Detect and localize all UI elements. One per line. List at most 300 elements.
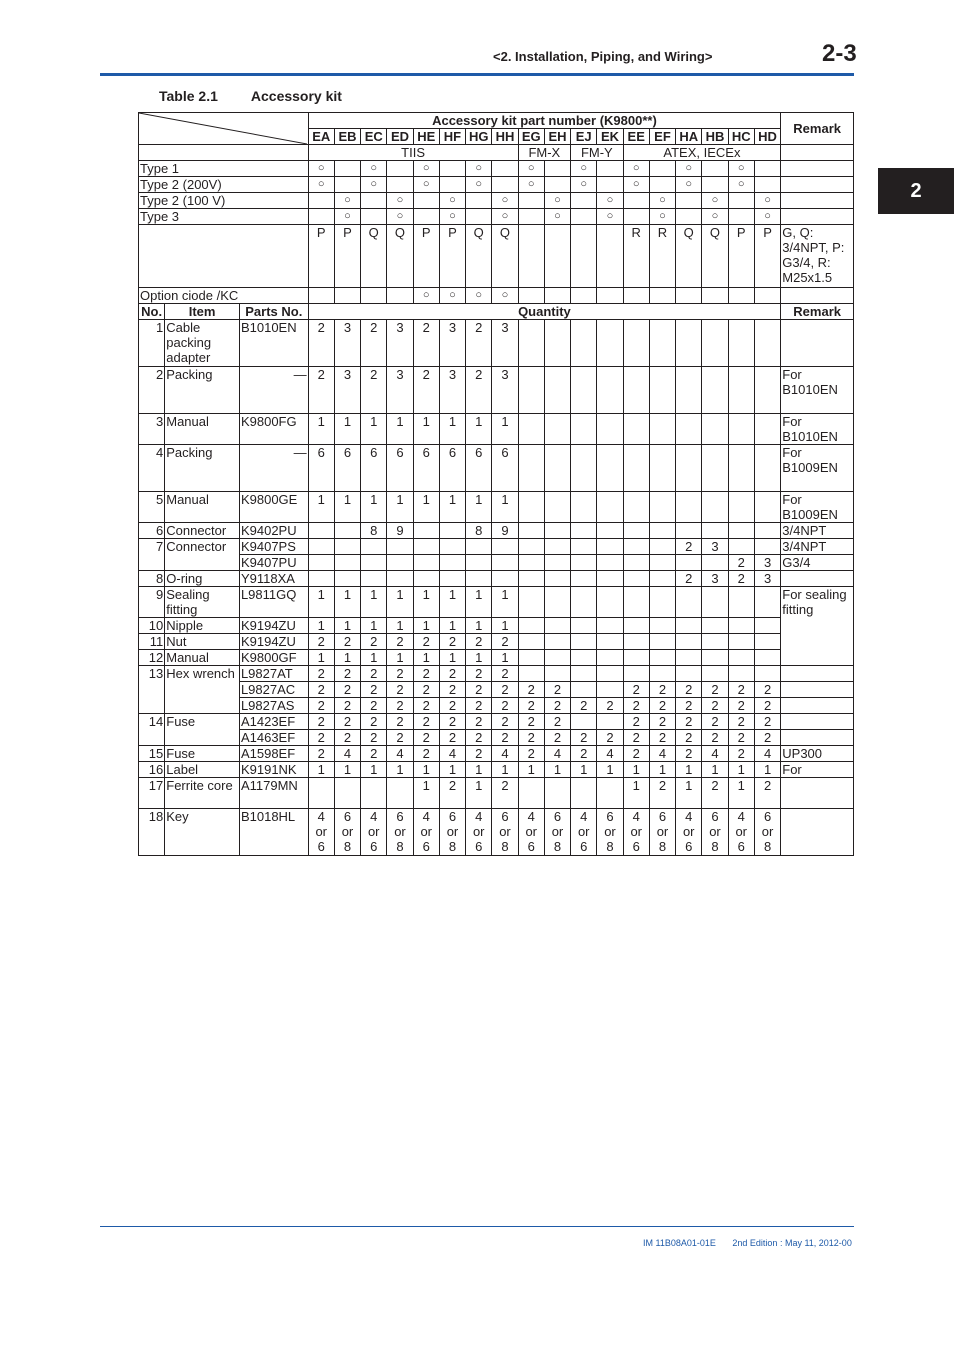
quantity-cell: 1	[439, 762, 465, 778]
type-mark	[361, 209, 387, 225]
quantity-cell: 1	[597, 762, 623, 778]
quantity-cell: 2	[439, 634, 465, 650]
quantity-cell: 2	[518, 730, 544, 746]
quantity-cell	[308, 555, 334, 571]
quantity-cell	[728, 650, 754, 666]
quantity-cell: 1	[387, 650, 413, 666]
quantity-cell	[649, 809, 675, 856]
quantity-cell	[702, 666, 728, 682]
type-mark: ○	[439, 193, 465, 209]
type-mark: ○	[518, 177, 544, 193]
quantity-cell: 2	[676, 746, 702, 762]
quantity-cell	[649, 367, 675, 414]
quantity-cell	[544, 778, 570, 809]
quantity-cell	[544, 414, 570, 445]
part-row	[139, 367, 854, 414]
code-ec: EC	[361, 129, 387, 145]
table-label: Table 2.1	[159, 88, 218, 104]
part-number: L9827AS	[239, 698, 308, 714]
quantity-cell: 1	[387, 762, 413, 778]
quantity-cell	[544, 539, 570, 555]
quantity-cell: 2	[413, 682, 439, 698]
option-mark: ○	[439, 288, 465, 304]
quantity-cell: 1	[413, 492, 439, 523]
type-mark: ○	[334, 209, 360, 225]
type-mark	[518, 209, 544, 225]
quantity-cell	[308, 539, 334, 555]
part-item: Fuse	[165, 746, 240, 762]
type-mark	[544, 177, 570, 193]
quantity-cell: 2	[361, 634, 387, 650]
quantity-cell: 2	[728, 714, 754, 730]
quantity-cell	[623, 414, 649, 445]
thread-mark: Q	[492, 225, 518, 288]
quantity-cell	[676, 618, 702, 634]
quantity-cell: 2	[492, 682, 518, 698]
quantity-cell	[649, 587, 675, 618]
quantity-cell	[702, 634, 728, 650]
quantity-cell	[754, 618, 780, 634]
quantity-cell: 2	[334, 634, 360, 650]
type-mark	[544, 161, 570, 177]
quantity-cell	[597, 809, 623, 856]
quantity-cell	[754, 320, 780, 367]
code-hc: HC	[728, 129, 754, 145]
type-mark	[413, 209, 439, 225]
quantity-cell	[544, 523, 570, 539]
quantity-cell	[544, 618, 570, 634]
quantity-cell: 2	[492, 730, 518, 746]
option-row	[139, 288, 854, 304]
chapter-tab[interactable]: 2	[878, 168, 954, 214]
quantity-cell	[334, 778, 360, 809]
quantity-cell	[361, 555, 387, 571]
part-row	[139, 746, 854, 762]
part-remark: For B1009EN	[781, 445, 854, 492]
quantity-cell	[571, 445, 597, 492]
quantity-cell: 2	[676, 682, 702, 698]
part-no: 16	[139, 762, 165, 778]
part-row	[139, 555, 854, 571]
part-row	[139, 571, 854, 587]
part-no: 15	[139, 746, 165, 762]
quantity-cell: 1	[439, 587, 465, 618]
part-number: B1018HL	[239, 809, 308, 856]
quantity-cell: 2	[544, 730, 570, 746]
quantity-cell: 2	[387, 714, 413, 730]
quantity-cell: 1	[466, 414, 492, 445]
quantity-value: 6 or 8	[341, 809, 354, 854]
quantity-cell	[754, 414, 780, 445]
quantity-cell: 4	[439, 746, 465, 762]
quantity-cell	[571, 714, 597, 730]
quantity-cell: 2	[466, 714, 492, 730]
quantity-value: 6 or 8	[761, 809, 774, 854]
part-remark	[781, 809, 854, 856]
quantity-cell	[492, 809, 518, 856]
part-number: K9194ZU	[239, 618, 308, 634]
quantity-cell	[649, 414, 675, 445]
type-mark	[308, 193, 334, 209]
part-row	[139, 762, 854, 778]
part-no: 18	[139, 809, 165, 856]
quantity-cell	[728, 618, 754, 634]
part-no: 13	[139, 666, 165, 714]
quantity-cell: 9	[387, 523, 413, 539]
part-remark	[781, 682, 854, 698]
quantity-cell	[728, 445, 754, 492]
quantity-cell	[702, 809, 728, 856]
quantity-cell: 1	[308, 414, 334, 445]
quantity-cell	[544, 367, 570, 414]
quantity-cell	[571, 539, 597, 555]
part-item: Sealing fitting	[165, 587, 240, 618]
part-no: 2	[139, 367, 165, 414]
quantity-value: 6 or 8	[394, 809, 406, 854]
type-mark	[597, 161, 623, 177]
quantity-cell	[676, 634, 702, 650]
type-mark	[387, 177, 413, 193]
quantity-cell	[754, 492, 780, 523]
quantity-cell	[361, 539, 387, 555]
type-remark	[781, 177, 854, 193]
part-row	[139, 445, 854, 492]
quantity-cell	[413, 555, 439, 571]
part-item: Hex wrench	[165, 666, 240, 714]
part-no: 6	[139, 523, 165, 539]
quantity-cell: 3	[439, 367, 465, 414]
quantity-cell	[728, 414, 754, 445]
quantity-cell	[518, 320, 544, 367]
quantity-cell: 1	[439, 650, 465, 666]
quantity-cell: 2	[334, 698, 360, 714]
part-remark	[781, 666, 854, 682]
code-hf: HF	[439, 129, 465, 145]
quantity-cell: 2	[702, 778, 728, 809]
quantity-cell	[334, 809, 360, 856]
quantity-cell: 1	[676, 778, 702, 809]
quantity-cell	[413, 809, 439, 856]
part-item: Connector	[165, 523, 240, 539]
quantity-cell: 1	[492, 618, 518, 634]
part-number: —	[239, 367, 308, 414]
option-mark	[571, 288, 597, 304]
part-remark: G3/4	[781, 555, 854, 571]
quantity-cell	[518, 618, 544, 634]
quantity-cell	[597, 587, 623, 618]
quantity-value: 6 or 8	[656, 809, 669, 854]
quantity-cell: 2	[413, 634, 439, 650]
quantity-cell: 2	[308, 666, 334, 682]
quantity-cell: 2	[597, 698, 623, 714]
quantity-cell: 2	[466, 682, 492, 698]
part-row	[139, 650, 854, 666]
type-mark: ○	[649, 209, 675, 225]
quantity-cell: 1	[728, 762, 754, 778]
part-item: Ferrite core	[165, 778, 240, 809]
quantity-cell	[676, 650, 702, 666]
group-atex-iecex: ATEX, IECEx	[623, 145, 781, 161]
quantity-cell	[544, 634, 570, 650]
type-mark	[597, 177, 623, 193]
option-mark: ○	[413, 288, 439, 304]
quantity-cell: 2	[387, 730, 413, 746]
group-row-label	[139, 145, 309, 161]
type-mark	[649, 161, 675, 177]
type-row	[139, 177, 854, 193]
part-item: Key	[165, 809, 240, 856]
part-row	[139, 778, 854, 809]
option-mark	[518, 288, 544, 304]
part-row	[139, 730, 854, 746]
type-mark: ○	[676, 177, 702, 193]
quantity-cell	[518, 587, 544, 618]
quantity-cell	[387, 555, 413, 571]
type-mark: ○	[676, 161, 702, 177]
quantity-cell	[676, 666, 702, 682]
quantity-cell: 2	[728, 571, 754, 587]
option-mark: ○	[492, 288, 518, 304]
quantity-cell	[702, 587, 728, 618]
quantity-cell: 2	[728, 746, 754, 762]
quantity-cell: 1	[466, 587, 492, 618]
quantity-value: 4 or 6	[315, 809, 327, 854]
quantity-cell	[308, 571, 334, 587]
quantity-cell	[518, 414, 544, 445]
code-eh: EH	[544, 129, 570, 145]
quantity-cell	[571, 414, 597, 445]
part-item: Manual	[165, 414, 240, 445]
quantity-cell: 2	[728, 555, 754, 571]
code-hg: HG	[466, 129, 492, 145]
part-number: —	[239, 445, 308, 492]
remark-header-2: Remark	[781, 304, 854, 320]
quantity-cell: 2	[676, 539, 702, 555]
quantity-cell: 2	[623, 682, 649, 698]
quantity-cell: 2	[492, 666, 518, 682]
quantity-cell: 2	[649, 698, 675, 714]
quantity-cell	[518, 523, 544, 539]
quantity-cell	[439, 539, 465, 555]
thread-mark: P	[334, 225, 360, 288]
part-row	[139, 539, 854, 555]
quantity-cell	[518, 492, 544, 523]
quantity-cell	[649, 445, 675, 492]
part-row	[139, 634, 854, 650]
quantity-cell	[702, 414, 728, 445]
quantity-cell	[676, 555, 702, 571]
code-hh: HH	[492, 129, 518, 145]
parts-header-row	[139, 304, 854, 320]
type-mark	[649, 177, 675, 193]
type-mark	[754, 161, 780, 177]
quantity-cell: 2	[702, 682, 728, 698]
part-row	[139, 320, 854, 367]
thread-mark: R	[623, 225, 649, 288]
quantity-cell: 1	[466, 618, 492, 634]
type-mark	[466, 193, 492, 209]
quantity-cell	[597, 539, 623, 555]
type-mark	[571, 209, 597, 225]
quantity-cell: 2	[518, 746, 544, 762]
quantity-cell	[544, 809, 570, 856]
quantity-cell: 4	[334, 746, 360, 762]
quantity-cell: 2	[439, 666, 465, 682]
group-fm-y: FM-Y	[571, 145, 624, 161]
quantity-cell: 1	[387, 618, 413, 634]
quantity-cell: 2	[466, 320, 492, 367]
part-remark: For B1010EN	[781, 367, 854, 414]
option-label: Option ciode /KC	[139, 288, 309, 304]
quantity-value: 6 or 8	[709, 809, 721, 854]
quantity-cell	[413, 571, 439, 587]
part-row	[139, 492, 854, 523]
type-label: Type 2 (200V)	[139, 177, 309, 193]
quantity-cell	[728, 666, 754, 682]
quantity-cell: 3	[334, 320, 360, 367]
quantity-cell	[492, 571, 518, 587]
quantity-cell	[387, 539, 413, 555]
quantity-cell: 2	[544, 698, 570, 714]
group-row	[139, 145, 854, 161]
option-remark	[781, 288, 854, 304]
option-mark	[361, 288, 387, 304]
quantity-cell: 2	[649, 714, 675, 730]
quantity-cell	[334, 555, 360, 571]
part-number: A1463EF	[239, 730, 308, 746]
code-ef: EF	[649, 129, 675, 145]
quantity-cell: 2	[676, 730, 702, 746]
quantity-cell	[623, 523, 649, 539]
type-mark: ○	[571, 161, 597, 177]
option-mark	[597, 288, 623, 304]
quantity-cell: 1	[571, 762, 597, 778]
group-row-remark	[781, 145, 854, 161]
quantity-cell: 1	[361, 650, 387, 666]
quantity-cell: 2	[754, 730, 780, 746]
quantity-cell: 2	[308, 367, 334, 414]
quantity-cell: 2	[439, 730, 465, 746]
quantity-cell: 1	[361, 618, 387, 634]
quantity-cell: 2	[466, 666, 492, 682]
part-row	[139, 809, 854, 856]
part-no: 5	[139, 492, 165, 523]
quantity-cell: 4	[544, 746, 570, 762]
quantity-cell	[544, 571, 570, 587]
part-remark	[781, 778, 854, 809]
quantity-cell	[518, 666, 544, 682]
quantity-cell	[571, 523, 597, 539]
quantity-cell: 1	[334, 650, 360, 666]
part-no: 3	[139, 414, 165, 445]
quantity-cell: 1	[728, 778, 754, 809]
type-mark: ○	[387, 209, 413, 225]
type-mark	[413, 193, 439, 209]
quantity-cell	[728, 320, 754, 367]
quantity-cell	[544, 666, 570, 682]
type-mark	[492, 161, 518, 177]
quantity-cell	[518, 539, 544, 555]
type-remark	[781, 209, 854, 225]
code-hd: HD	[754, 129, 780, 145]
quantity-cell: 1	[387, 492, 413, 523]
part-row	[139, 682, 854, 698]
quantity-cell	[544, 587, 570, 618]
thread-mark: P	[413, 225, 439, 288]
option-mark: ○	[466, 288, 492, 304]
quantity-cell	[492, 539, 518, 555]
type-mark	[676, 193, 702, 209]
quantity-cell	[571, 682, 597, 698]
type-mark: ○	[466, 161, 492, 177]
quantity-cell: 2	[387, 666, 413, 682]
part-remark	[781, 571, 854, 587]
quantity-cell	[571, 778, 597, 809]
quantity-cell: 2	[308, 730, 334, 746]
quantity-cell	[676, 414, 702, 445]
quantity-value: 4 or 6	[367, 809, 380, 854]
quantity-cell	[571, 634, 597, 650]
part-remark: 3/4NPT	[781, 539, 854, 555]
quantity-cell	[361, 571, 387, 587]
quantity-cell	[518, 809, 544, 856]
quantity-cell	[649, 555, 675, 571]
type-mark: ○	[544, 209, 570, 225]
part-no: 17	[139, 778, 165, 809]
quantity-cell	[728, 492, 754, 523]
quantity-cell: 6	[387, 445, 413, 492]
quantity-cell: 2	[413, 320, 439, 367]
quantity-cell: 6	[439, 445, 465, 492]
type-mark: ○	[308, 161, 334, 177]
quantity-cell	[702, 650, 728, 666]
type-mark: ○	[728, 177, 754, 193]
quantity-cell: 1	[361, 492, 387, 523]
type-mark	[334, 177, 360, 193]
part-number: A1179MN	[239, 778, 308, 809]
quantity-cell	[623, 539, 649, 555]
option-mark	[544, 288, 570, 304]
part-number: K9191NK	[239, 762, 308, 778]
quantity-cell: 2	[466, 698, 492, 714]
page-footer	[643, 1238, 852, 1248]
part-row	[139, 666, 854, 682]
option-mark	[387, 288, 413, 304]
type-row	[139, 209, 854, 225]
type-mark: ○	[623, 161, 649, 177]
part-remark	[781, 714, 854, 730]
quantity-cell: 4	[649, 746, 675, 762]
quantity-cell: 2	[623, 746, 649, 762]
group-fm-x: FM-X	[518, 145, 571, 161]
quantity-cell	[728, 634, 754, 650]
quantity-cell	[649, 650, 675, 666]
option-mark	[754, 288, 780, 304]
part-row	[139, 698, 854, 714]
part-item: Nipple	[165, 618, 240, 634]
quantity-cell: 1	[361, 587, 387, 618]
quantity-cell	[544, 492, 570, 523]
part-number: K9800GF	[239, 650, 308, 666]
quantity-cell	[544, 445, 570, 492]
type-mark	[492, 177, 518, 193]
quantity-value: 6 or 8	[446, 809, 459, 854]
quantity-cell: 6	[361, 445, 387, 492]
type-mark	[728, 209, 754, 225]
thread-mark	[571, 225, 597, 288]
quantity-cell: 1	[308, 492, 334, 523]
quantity-cell: 2	[413, 698, 439, 714]
